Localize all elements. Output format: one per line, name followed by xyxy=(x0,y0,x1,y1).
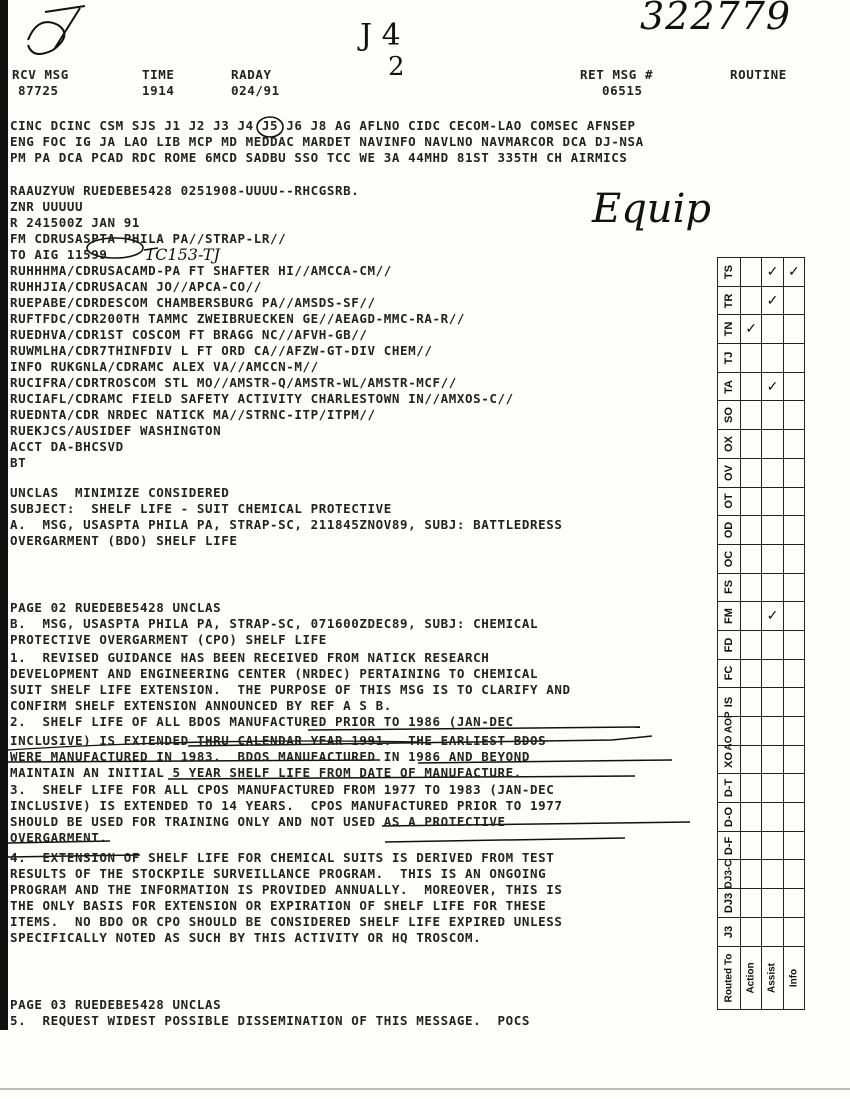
routing-check-cell[interactable] xyxy=(762,401,783,430)
routing-footer-cell xyxy=(718,946,741,1009)
body-line: OVERGARMENT (BDO) SHELF LIFE xyxy=(10,533,238,548)
body-line: RESULTS OF THE STOCKPILE SURVEILLANCE PROGRAM. THIS IS AN ONGOING xyxy=(10,866,547,881)
routing-footer-label: Action xyxy=(745,962,757,994)
routing-row-label: TN xyxy=(723,321,735,337)
routing-row-label: IS xyxy=(723,696,735,708)
routing-check-cell[interactable] xyxy=(762,573,783,602)
body-line: SUBJECT: SHELF LIFE - SUIT CHEMICAL PROTECTIVE xyxy=(10,501,392,516)
body-line: 1. REVISED GUIDANCE HAS BEEN RECEIVED FROM NATICK RESEARCH xyxy=(10,650,490,665)
page-header: PAGE 02 RUEDEBE5428 UNCLAS xyxy=(10,600,222,615)
routing-check-cell[interactable] xyxy=(741,602,762,631)
routing-row-label-cell xyxy=(718,372,741,401)
routing-check-cell[interactable] xyxy=(783,372,804,401)
routing-check-cell[interactable] xyxy=(783,831,804,860)
routing-row-label: D-F xyxy=(723,836,735,855)
handwritten-desk-code-sub: 2 xyxy=(388,52,405,82)
routing-check-cell[interactable] xyxy=(741,516,762,545)
addressee-line: RUFTFDC/CDR200TH TAMMC ZWEIBRUECKEN GE//AEAGD-MMC-RA-R// xyxy=(10,311,466,326)
routing-check-cell[interactable] xyxy=(762,630,783,659)
routing-row-label-cell xyxy=(718,315,741,344)
body-line: OVERGARMENT. xyxy=(10,830,108,845)
check-mark-icon: ✓ xyxy=(787,263,800,280)
routing-row xyxy=(718,372,805,401)
handwritten-ais-note: 1C153-TJ xyxy=(145,245,220,264)
routing-check-cell[interactable] xyxy=(783,602,804,631)
body-line: ITEMS. NO BDO OR CPO SHOULD BE CONSIDERED SHELF LIFE EXPIRED UNLESS xyxy=(10,914,563,929)
routing-row-label: XO xyxy=(723,751,735,768)
routing-check-cell[interactable] xyxy=(741,286,762,315)
routing-row-label-cell xyxy=(718,860,741,889)
routing-row-label: D-O xyxy=(723,806,735,827)
routing-check-cell[interactable] xyxy=(762,774,783,803)
routing-row xyxy=(718,544,805,573)
routing-row-label: OC xyxy=(723,550,735,567)
body-line: WERE MANUFACTURED IN 1983. BDOS MANUFACTURED IN 1986 AND BEYOND xyxy=(10,749,531,764)
routing-check-cell[interactable] xyxy=(741,401,762,430)
routing-row-label: FD xyxy=(723,637,735,653)
routing-row-label: J3 xyxy=(723,925,735,938)
routing-row-label-cell xyxy=(718,401,741,430)
routing-row xyxy=(718,430,805,459)
addressee-line: RUEDHVA/CDR1ST COSCOM FT BRAGG NC//AFVH-GB// xyxy=(10,327,368,342)
handwritten-doc-number: 322779 xyxy=(640,0,792,38)
routing-check-cell[interactable] xyxy=(783,258,804,287)
routing-row-label-cell xyxy=(718,286,741,315)
routing-check-cell[interactable] xyxy=(741,803,762,832)
routing-check-cell[interactable] xyxy=(783,344,804,373)
routing-check-cell[interactable] xyxy=(762,286,783,315)
routing-check-cell[interactable] xyxy=(741,659,762,688)
addressee-line: INFO RUKGNLA/CDRAMC ALEX VA//AMCCN-M// xyxy=(10,359,319,374)
routing-check-cell[interactable] xyxy=(783,917,804,946)
routing-check-cell[interactable] xyxy=(762,516,783,545)
routing-check-cell[interactable] xyxy=(741,860,762,889)
routing-line: ZNR UUUUU xyxy=(10,199,84,214)
routing-check-cell[interactable] xyxy=(762,487,783,516)
precedence: ROUTINE xyxy=(730,67,787,82)
routing-check-cell[interactable] xyxy=(762,917,783,946)
ret-msg-value: 06515 xyxy=(602,83,643,98)
body-line: MAINTAIN AN INITIAL 5 YEAR SHELF LIFE FROM DATE OF MANUFACTURE. xyxy=(10,765,522,780)
distribution-line: PM PA DCA PCAD RDC ROME 6MCD SADBU SSO TCC WE 3A 44MHD 81ST 335TH CH AIRMICS xyxy=(10,150,628,165)
routing-check-cell[interactable] xyxy=(741,258,762,287)
handwritten-equip-note: Equip xyxy=(592,186,711,232)
body-line: INCLUSIVE) IS EXTENDED THRU CALENDAR YEAR 1991. THE EARLIEST BDOS xyxy=(10,733,547,748)
routing-row xyxy=(718,831,805,860)
check-mark-icon: ✓ xyxy=(766,292,779,309)
body-line: UNCLAS MINIMIZE CONSIDERED xyxy=(10,485,230,500)
ret-msg-label: RET MSG # xyxy=(580,67,654,82)
routing-check-cell[interactable] xyxy=(762,602,783,631)
body-line: PROTECTIVE OVERGARMENT (CPO) SHELF LIFE xyxy=(10,632,327,647)
routing-check-cell[interactable] xyxy=(762,831,783,860)
routing-check-cell[interactable] xyxy=(762,544,783,573)
body-line: SHOULD BE USED FOR TRAINING ONLY AND NOT USED AS A PROTECTIVE xyxy=(10,814,506,829)
routing-row-label: FS xyxy=(723,580,735,595)
handwritten-desk-code: J 4 xyxy=(360,18,401,53)
routing-check-cell[interactable] xyxy=(741,630,762,659)
scan-bottom-rule xyxy=(0,1088,850,1090)
routing-check-cell[interactable] xyxy=(741,573,762,602)
routing-check-cell[interactable] xyxy=(762,659,783,688)
routing-row-label-cell xyxy=(718,745,741,774)
routing-row xyxy=(718,745,805,774)
routing-check-cell[interactable] xyxy=(762,458,783,487)
body-line: THE ONLY BASIS FOR EXTENSION OR EXPIRATION OF SHELF LIFE FOR THESE xyxy=(10,898,547,913)
body-line: 4. EXTENSION OF SHELF LIFE FOR CHEMICAL SUITS IS DERIVED FROM TEST xyxy=(10,850,555,865)
routing-row-label: FC xyxy=(723,666,735,681)
routing-check-cell[interactable] xyxy=(783,717,804,746)
routing-row xyxy=(718,860,805,889)
routing-row xyxy=(718,458,805,487)
addressee-line: RUCIFRA/CDRTROSCOM STL MO//AMSTR-Q/AMSTR-WL/AMSTR-MCF// xyxy=(10,375,457,390)
raday-label: RADAY xyxy=(231,67,272,82)
routing-row-label: D-T xyxy=(723,779,735,798)
addressee-line: RUCIAFL/CDRAMC FIELD SAFETY ACTIVITY CHARLESTOWN IN//AMXOS-C// xyxy=(10,391,514,406)
routing-row-label-cell xyxy=(718,544,741,573)
addressee-line: RUWMLHA/CDR7THINFDIV L FT ORD CA//AFZW-GT-DIV CHEM// xyxy=(10,343,433,358)
routing-row xyxy=(718,774,805,803)
routing-row-label-cell xyxy=(718,831,741,860)
routing-check-cell[interactable] xyxy=(741,315,762,344)
routing-check-cell[interactable] xyxy=(762,372,783,401)
routing-row-label: OD xyxy=(723,521,735,539)
check-mark-icon: ✓ xyxy=(745,321,758,338)
routing-footer-label: Info xyxy=(788,968,800,987)
rcv-msg-number: 87725 xyxy=(18,83,59,98)
addressee-line: RUEPABE/CDRDESCOM CHAMBERSBURG PA//AMSDS-SF// xyxy=(10,295,376,310)
routing-row-label: OX xyxy=(723,436,735,452)
routing-check-cell[interactable] xyxy=(741,917,762,946)
routing-row-label-cell xyxy=(718,573,741,602)
routing-check-cell[interactable] xyxy=(741,430,762,459)
routing-check-cell[interactable] xyxy=(741,774,762,803)
routing-row-label: TS xyxy=(723,264,735,279)
addressee-line: BT xyxy=(10,455,27,470)
check-mark-icon: ✓ xyxy=(766,263,779,280)
routing-check-cell[interactable] xyxy=(783,889,804,918)
routing-row-label: DJ3 xyxy=(723,892,735,914)
check-mark-icon: ✓ xyxy=(766,608,779,625)
routing-check-cell[interactable] xyxy=(762,745,783,774)
distribution-line: ENG FOC IG JA LAO LIB MCP MD MEDDAC MARDET NAVINFO NAVLNO NAVMARCOR DCA DJ-NSA xyxy=(10,134,644,149)
routing-check-cell[interactable] xyxy=(783,458,804,487)
routing-row-label-cell xyxy=(718,630,741,659)
routing-check-cell[interactable] xyxy=(741,344,762,373)
routing-line: TO AIG 11599 xyxy=(10,247,108,262)
routing-row xyxy=(718,258,805,287)
routing-row xyxy=(718,602,805,631)
routing-check-cell[interactable] xyxy=(783,544,804,573)
body-line: CONFIRM SHELF EXTENSION ANNOUNCED BY REF A S B. xyxy=(10,698,392,713)
routing-row xyxy=(718,917,805,946)
routing-check-cell[interactable] xyxy=(741,458,762,487)
routing-row-label-cell xyxy=(718,803,741,832)
routing-check-cell[interactable] xyxy=(741,544,762,573)
addressee-line: RUHHHMA/CDRUSACAMD-PA FT SHAFTER HI//AMCCA-CM// xyxy=(10,263,392,278)
routing-check-cell[interactable] xyxy=(741,372,762,401)
routing-row xyxy=(718,286,805,315)
routing-row-label-cell xyxy=(718,430,741,459)
routing-row-label: SO xyxy=(723,407,735,424)
routing-row-label: FM xyxy=(723,608,735,625)
routing-footer-label: Routed To xyxy=(723,953,735,1002)
body-line: 5. REQUEST WIDEST POSSIBLE DISSEMINATION OF THIS MESSAGE. POCS xyxy=(10,1013,531,1028)
routing-row-label-cell xyxy=(718,258,741,287)
routing-row-label-cell xyxy=(718,917,741,946)
routing-footer-cell xyxy=(783,946,804,1009)
routing-row-label: TR xyxy=(723,293,735,308)
routing-row xyxy=(718,659,805,688)
routing-line: R 241500Z JAN 91 xyxy=(10,215,141,230)
routing-check-cell[interactable] xyxy=(741,688,762,717)
routing-check-cell[interactable] xyxy=(762,344,783,373)
body-line: A. MSG, USASPTA PHILA PA, STRAP-SC, 211845ZNOV89, SUBJ: BATTLEDRESS xyxy=(10,517,563,532)
routing-check-cell[interactable] xyxy=(783,745,804,774)
routing-check-cell[interactable] xyxy=(762,315,783,344)
routing-row xyxy=(718,889,805,918)
routing-check-cell[interactable] xyxy=(783,630,804,659)
time-value: 1914 xyxy=(142,83,175,98)
routing-row xyxy=(718,803,805,832)
routing-check-cell[interactable] xyxy=(741,717,762,746)
check-mark-icon: ✓ xyxy=(766,378,779,395)
body-line: SPECIFICALLY NOTED AS SUCH BY THIS ACTIVITY OR HQ TROSCOM. xyxy=(10,930,482,945)
routing-footer-cell xyxy=(762,946,783,1009)
routing-check-cell[interactable] xyxy=(741,831,762,860)
body-line: 2. SHELF LIFE OF ALL BDOS MANUFACTURED PRIOR TO 1986 (JAN-DEC xyxy=(10,714,514,729)
routing-check-cell[interactable] xyxy=(783,659,804,688)
routing-check-cell[interactable] xyxy=(783,487,804,516)
routing-check-cell[interactable] xyxy=(762,258,783,287)
routing-footer-label: Assist xyxy=(766,962,778,993)
routing-row-label: TA xyxy=(723,379,735,394)
routing-row-label-cell xyxy=(718,774,741,803)
routing-row-label: OT xyxy=(723,493,735,509)
routing-check-cell[interactable] xyxy=(741,889,762,918)
routing-row-label-cell xyxy=(718,711,741,751)
routing-footer-row xyxy=(718,946,805,1009)
routing-row-label-cell xyxy=(718,487,741,516)
routing-row xyxy=(718,717,805,746)
distribution-line: CINC DCINC CSM SJS J1 J2 J3 J4 J5 J6 J8 AG AFLNO CIDC CECOM-LAO COMSEC AFNSEP xyxy=(10,118,636,133)
routing-check-cell[interactable] xyxy=(762,430,783,459)
page-header: PAGE 03 RUEDEBE5428 UNCLAS xyxy=(10,997,222,1012)
routing-check-cell[interactable] xyxy=(783,516,804,545)
routing-check-cell[interactable] xyxy=(783,286,804,315)
time-label: TIME xyxy=(142,67,175,82)
routing-check-cell[interactable] xyxy=(762,717,783,746)
addressee-line: ACCT DA-BHCSVD xyxy=(10,439,124,454)
body-line: B. MSG, USASPTA PHILA PA, STRAP-SC, 071600ZDEC89, SUBJ: CHEMICAL xyxy=(10,616,539,631)
routing-check-cell[interactable] xyxy=(762,860,783,889)
routing-row xyxy=(718,315,805,344)
body-line: 3. SHELF LIFE FOR ALL CPOS MANUFACTURED FROM 1977 TO 1983 (JAN-DEC xyxy=(10,782,555,797)
body-line: PROGRAM AND THE INFORMATION IS PROVIDED ANNUALLY. MOREOVER, THIS IS xyxy=(10,882,563,897)
routing-check-cell[interactable] xyxy=(762,803,783,832)
addressee-line: RUHHJIA/CDRUSACAN JO//APCA-CO// xyxy=(10,279,262,294)
raday-value: 024/91 xyxy=(231,83,280,98)
routing-check-cell[interactable] xyxy=(741,487,762,516)
routing-check-cell[interactable] xyxy=(783,803,804,832)
routing-row-label-cell xyxy=(718,458,741,487)
routing-line: RAAUZYUW RUEDEBE5428 0251908-UUUU--RHCGSRB. xyxy=(10,183,360,198)
routing-row xyxy=(718,344,805,373)
routing-row-label-cell xyxy=(718,344,741,373)
routing-row-label-cell xyxy=(718,602,741,631)
routing-row xyxy=(718,487,805,516)
routing-row-label-cell xyxy=(718,516,741,545)
routing-check-cell[interactable] xyxy=(762,688,783,717)
routing-check-cell[interactable] xyxy=(762,889,783,918)
addressee-line: RUEKJCS/AUSIDEF WASHINGTON xyxy=(10,423,222,438)
routing-check-cell[interactable] xyxy=(783,774,804,803)
routing-row-label: AO AOP xyxy=(723,711,735,751)
routing-check-cell[interactable] xyxy=(783,401,804,430)
routing-row xyxy=(718,516,805,545)
routing-check-cell[interactable] xyxy=(783,315,804,344)
routing-check-cell[interactable] xyxy=(783,430,804,459)
routing-check-cell[interactable] xyxy=(783,860,804,889)
routing-grid xyxy=(717,257,805,1009)
routing-row-label: OV xyxy=(723,464,735,481)
routing-row-label: DJ3-C xyxy=(723,859,735,889)
routing-line: FM CDRUSASPTA PHILA PA//STRAP-LR// xyxy=(10,231,287,246)
addressee-line: RUEDNTA/CDR NRDEC NATICK MA//STRNC-ITP/ITPM// xyxy=(10,407,376,422)
body-line: DEVELOPMENT AND ENGINEERING CENTER (NRDEC) PERTAINING TO CHEMICAL xyxy=(10,666,539,681)
body-line: INCLUSIVE) IS EXTENDED TO 14 YEARS. CPOS MANUFACTURED PRIOR TO 1977 xyxy=(10,798,563,813)
routing-check-cell[interactable] xyxy=(783,573,804,602)
body-line: SUIT SHELF LIFE EXTENSION. THE PURPOSE OF THIS MSG IS TO CLARIFY AND xyxy=(10,682,571,697)
routing-row-label-cell xyxy=(718,659,741,688)
routing-check-cell[interactable] xyxy=(783,688,804,717)
rcv-msg-label: RCV MSG xyxy=(12,67,69,82)
routing-row xyxy=(718,573,805,602)
routing-check-cell[interactable] xyxy=(741,745,762,774)
routing-row-label: TJ xyxy=(723,351,735,365)
routing-row xyxy=(718,630,805,659)
routing-footer-cell xyxy=(741,946,762,1009)
routing-row xyxy=(718,401,805,430)
routing-row-label-cell xyxy=(718,889,741,918)
